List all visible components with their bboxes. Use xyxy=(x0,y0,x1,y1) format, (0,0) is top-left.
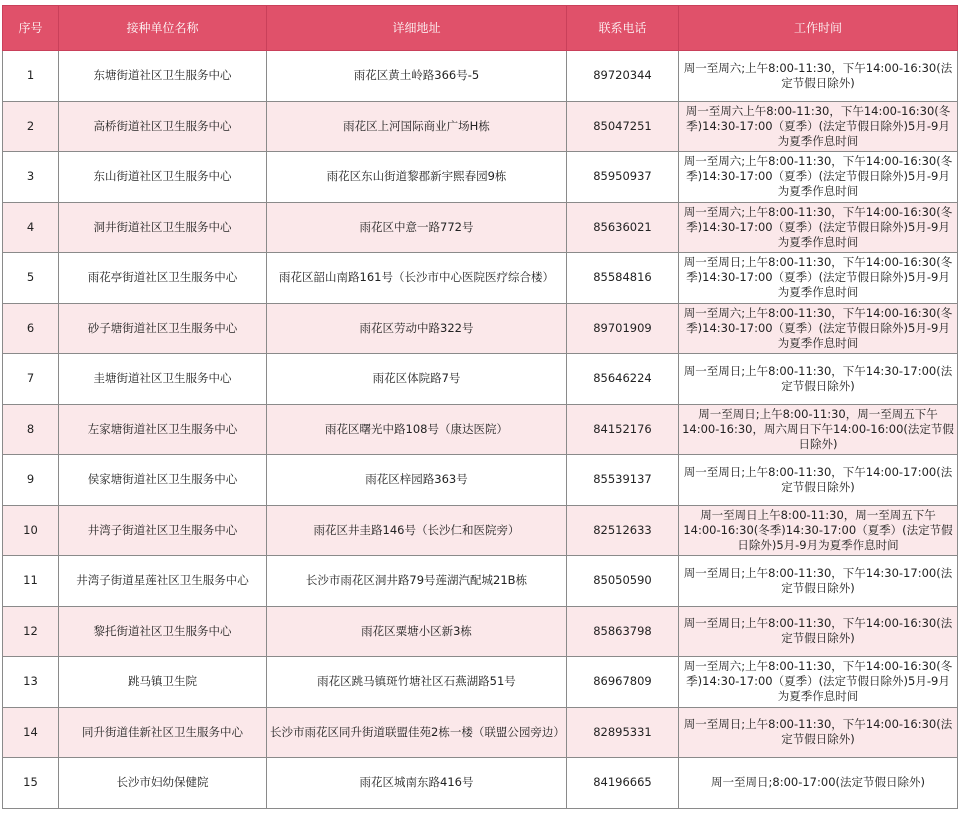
table-row xyxy=(3,51,958,102)
table-row xyxy=(3,505,958,556)
cell-name: 井湾子街道星莲社区卫生服务中心 xyxy=(59,556,267,607)
cell-hours: 周一至周日上午8:00-11:30，周一至周五下午14:00-16:30(冬季)14:30-17:00（夏季）(法定节假日除外)5月-9月为夏季作息时间 xyxy=(679,505,958,556)
cell-phone: 85950937 xyxy=(567,152,679,203)
cell-address: 长沙市雨花区同升街道联盟佳苑2栋一楼（联盟公园旁边） xyxy=(267,707,567,758)
cell-hours: 周一至周日;上午8:00-11:30，下午14:30-17:00(法定节假日除外) xyxy=(679,354,958,405)
cell-phone: 85646224 xyxy=(567,354,679,405)
table-row xyxy=(3,303,958,354)
cell-index: 8 xyxy=(3,404,59,455)
cell-phone: 85539137 xyxy=(567,455,679,506)
cell-hours: 周一至周日;上午8:00-11:30，下午14:00-16:30(法定节假日除外) xyxy=(679,606,958,657)
cell-address: 雨花区劳动中路322号 xyxy=(267,303,567,354)
cell-phone: 82512633 xyxy=(567,505,679,556)
cell-name: 同升街道佳新社区卫生服务中心 xyxy=(59,707,267,758)
cell-hours: 周一至周六;上午8:00-11:30，下午14:00-16:30(冬季)14:30-17:00（夏季）(法定节假日除外)5月-9月为夏季作息时间 xyxy=(679,202,958,253)
cell-index: 3 xyxy=(3,152,59,203)
cell-name: 砂子塘街道社区卫生服务中心 xyxy=(59,303,267,354)
cell-phone: 85636021 xyxy=(567,202,679,253)
cell-address: 雨花区井圭路146号（长沙仁和医院旁） xyxy=(267,505,567,556)
cell-hours: 周一至周六上午8:00-11:30，下午14:00-16:30(冬季)14:30-17:00（夏季）(法定节假日除外)5月-9月为夏季作息时间 xyxy=(679,101,958,152)
cell-phone: 84152176 xyxy=(567,404,679,455)
cell-name: 高桥街道社区卫生服务中心 xyxy=(59,101,267,152)
cell-hours: 周一至周日;上午8:00-11:30，下午14:00-16:30(法定节假日除外) xyxy=(679,707,958,758)
cell-hours: 周一至周日;上午8:00-11:30，下午14:00-16:30(冬季)14:30-17:00（夏季）(法定节假日除外)5月-9月为夏季作息时间 xyxy=(679,253,958,304)
cell-phone: 85584816 xyxy=(567,253,679,304)
table-row xyxy=(3,556,958,607)
cell-phone: 85863798 xyxy=(567,606,679,657)
table-row xyxy=(3,152,958,203)
table-row xyxy=(3,354,958,405)
cell-name: 圭塘街道社区卫生服务中心 xyxy=(59,354,267,405)
cell-hours: 周一至周六;上午8:00-11:30，下午14:00-16:30(冬季)14:30-17:00（夏季）(法定节假日除外)5月-9月为夏季作息时间 xyxy=(679,152,958,203)
cell-address: 雨花区曙光中路108号（康达医院） xyxy=(267,404,567,455)
table-row xyxy=(3,202,958,253)
cell-hours: 周一至周日;8:00-17:00(法定节假日除外) xyxy=(679,758,958,809)
cell-phone: 89720344 xyxy=(567,51,679,102)
cell-phone: 85047251 xyxy=(567,101,679,152)
cell-name: 侯家塘街道社区卫生服务中心 xyxy=(59,455,267,506)
cell-address: 雨花区黄土岭路366号-5 xyxy=(267,51,567,102)
cell-index: 5 xyxy=(3,253,59,304)
cell-index: 2 xyxy=(3,101,59,152)
table-row xyxy=(3,404,958,455)
table-header xyxy=(3,6,958,51)
cell-name: 左家塘街道社区卫生服务中心 xyxy=(59,404,267,455)
cell-phone: 82895331 xyxy=(567,707,679,758)
cell-index: 6 xyxy=(3,303,59,354)
header-phone: 联系电话 xyxy=(567,6,679,51)
cell-address: 雨花区东山街道黎郡新宇熙春园9栋 xyxy=(267,152,567,203)
cell-address: 雨花区城南东路416号 xyxy=(267,758,567,809)
cell-index: 7 xyxy=(3,354,59,405)
table-row xyxy=(3,657,958,708)
cell-address: 雨花区上河国际商业广场H栋 xyxy=(267,101,567,152)
cell-name: 东塘街道社区卫生服务中心 xyxy=(59,51,267,102)
cell-name: 洞井街道社区卫生服务中心 xyxy=(59,202,267,253)
table-row xyxy=(3,455,958,506)
table-row xyxy=(3,606,958,657)
table-row xyxy=(3,707,958,758)
cell-hours: 周一至周日;上午8:00-11:30，周一至周五下午14:00-16:30，周六周日下午14:00-16:00(法定节假日除外) xyxy=(679,404,958,455)
cell-index: 9 xyxy=(3,455,59,506)
cell-name: 黎托街道社区卫生服务中心 xyxy=(59,606,267,657)
cell-index: 13 xyxy=(3,657,59,708)
cell-hours: 周一至周六;上午8:00-11:30，下午14:00-16:30(冬季)14:30-17:00（夏季）(法定节假日除外)5月-9月为夏季作息时间 xyxy=(679,303,958,354)
cell-name: 长沙市妇幼保健院 xyxy=(59,758,267,809)
cell-address: 雨花区梓园路363号 xyxy=(267,455,567,506)
cell-index: 1 xyxy=(3,51,59,102)
cell-index: 15 xyxy=(3,758,59,809)
cell-phone: 89701909 xyxy=(567,303,679,354)
cell-phone: 85050590 xyxy=(567,556,679,607)
table-row xyxy=(3,101,958,152)
header-row xyxy=(3,6,958,51)
cell-hours: 周一至周六;上午8:00-11:30，下午14:00-16:30(冬季)14:30-17:00（夏季）(法定节假日除外)5月-9月为夏季作息时间 xyxy=(679,657,958,708)
header-name: 接种单位名称 xyxy=(59,6,267,51)
cell-name: 跳马镇卫生院 xyxy=(59,657,267,708)
table-body xyxy=(3,51,958,809)
header-index: 序号 xyxy=(3,6,59,51)
cell-index: 4 xyxy=(3,202,59,253)
header-address: 详细地址 xyxy=(267,6,567,51)
cell-address: 雨花区中意一路772号 xyxy=(267,202,567,253)
vaccination-sites-table xyxy=(2,5,958,809)
cell-address: 雨花区韶山南路161号（长沙市中心医院医疗综合楼） xyxy=(267,253,567,304)
header-hours: 工作时间 xyxy=(679,6,958,51)
cell-name: 东山街道社区卫生服务中心 xyxy=(59,152,267,203)
cell-address: 长沙市雨花区洞井路79号莲湖汽配城21B栋 xyxy=(267,556,567,607)
cell-name: 雨花亭街道社区卫生服务中心 xyxy=(59,253,267,304)
cell-hours: 周一至周日;上午8:00-11:30，下午14:00-17:00(法定节假日除外) xyxy=(679,455,958,506)
cell-hours: 周一至周六;上午8:00-11:30，下午14:00-16:30(法定节假日除外) xyxy=(679,51,958,102)
cell-index: 12 xyxy=(3,606,59,657)
table-row xyxy=(3,758,958,809)
cell-phone: 84196665 xyxy=(567,758,679,809)
cell-index: 10 xyxy=(3,505,59,556)
cell-hours: 周一至周日;上午8:00-11:30，下午14:30-17:00(法定节假日除外) xyxy=(679,556,958,607)
cell-address: 雨花区体院路7号 xyxy=(267,354,567,405)
table-row xyxy=(3,253,958,304)
cell-address: 雨花区粟塘小区新3栋 xyxy=(267,606,567,657)
cell-phone: 86967809 xyxy=(567,657,679,708)
cell-index: 11 xyxy=(3,556,59,607)
cell-index: 14 xyxy=(3,707,59,758)
cell-name: 井湾子街道社区卫生服务中心 xyxy=(59,505,267,556)
cell-address: 雨花区跳马镇斑竹塘社区石燕湖路51号 xyxy=(267,657,567,708)
